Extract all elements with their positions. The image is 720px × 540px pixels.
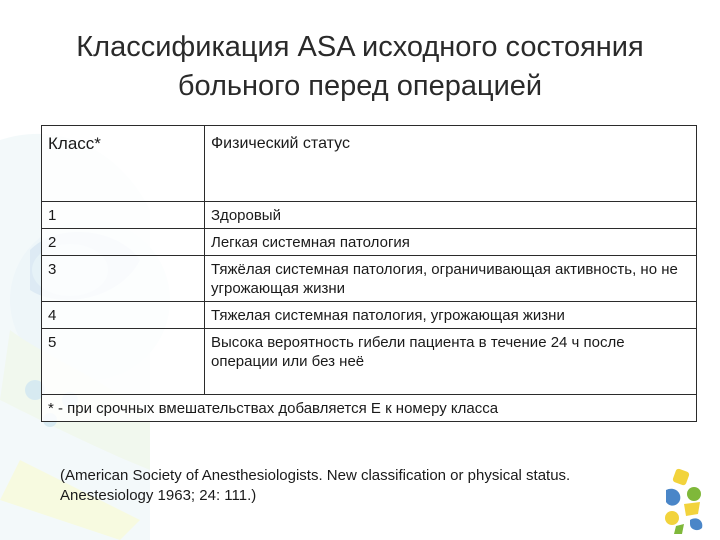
header-class: Класс* (42, 126, 205, 202)
header-status: Физический статус (205, 126, 697, 202)
title-line-2: больного перед операцией (177, 70, 543, 102)
row-class: 5 (42, 329, 205, 395)
row-status: Легкая системная патология (205, 229, 697, 256)
row-class: 2 (42, 229, 205, 256)
row-status: Тяжёлая системная патология, ограничивающая активность, но не угрожающая жизни (205, 256, 697, 302)
table-row (42, 202, 697, 229)
page-title (20, 28, 700, 106)
row-class: 1 (42, 202, 205, 229)
table-footnote-row (42, 395, 697, 422)
row-class: 3 (42, 256, 205, 302)
row-status: Здоровый (205, 202, 697, 229)
row-class: 4 (42, 302, 205, 329)
table-row (42, 256, 697, 302)
reference-citation: (American Society of Anesthesiologists. New classification or physical status. Anestesiology 1963; 24: 111.) (60, 467, 571, 504)
table-footnote: * - при срочных вмешательствах добавляется E к номеру класса (42, 395, 697, 422)
table-row (42, 229, 697, 256)
asa-classification-table (41, 125, 697, 422)
table-row (42, 329, 697, 395)
table-header-row (42, 126, 697, 202)
table-row (42, 302, 697, 329)
logo-icon (660, 468, 716, 536)
title-line-1: Классификация ASA исходного состояния (76, 31, 644, 63)
row-status: Тяжелая системная патология, угрожающая жизни (205, 302, 697, 329)
row-status: Высока вероятность гибели пациента в течение 24 ч после операции или без неё (205, 329, 697, 395)
